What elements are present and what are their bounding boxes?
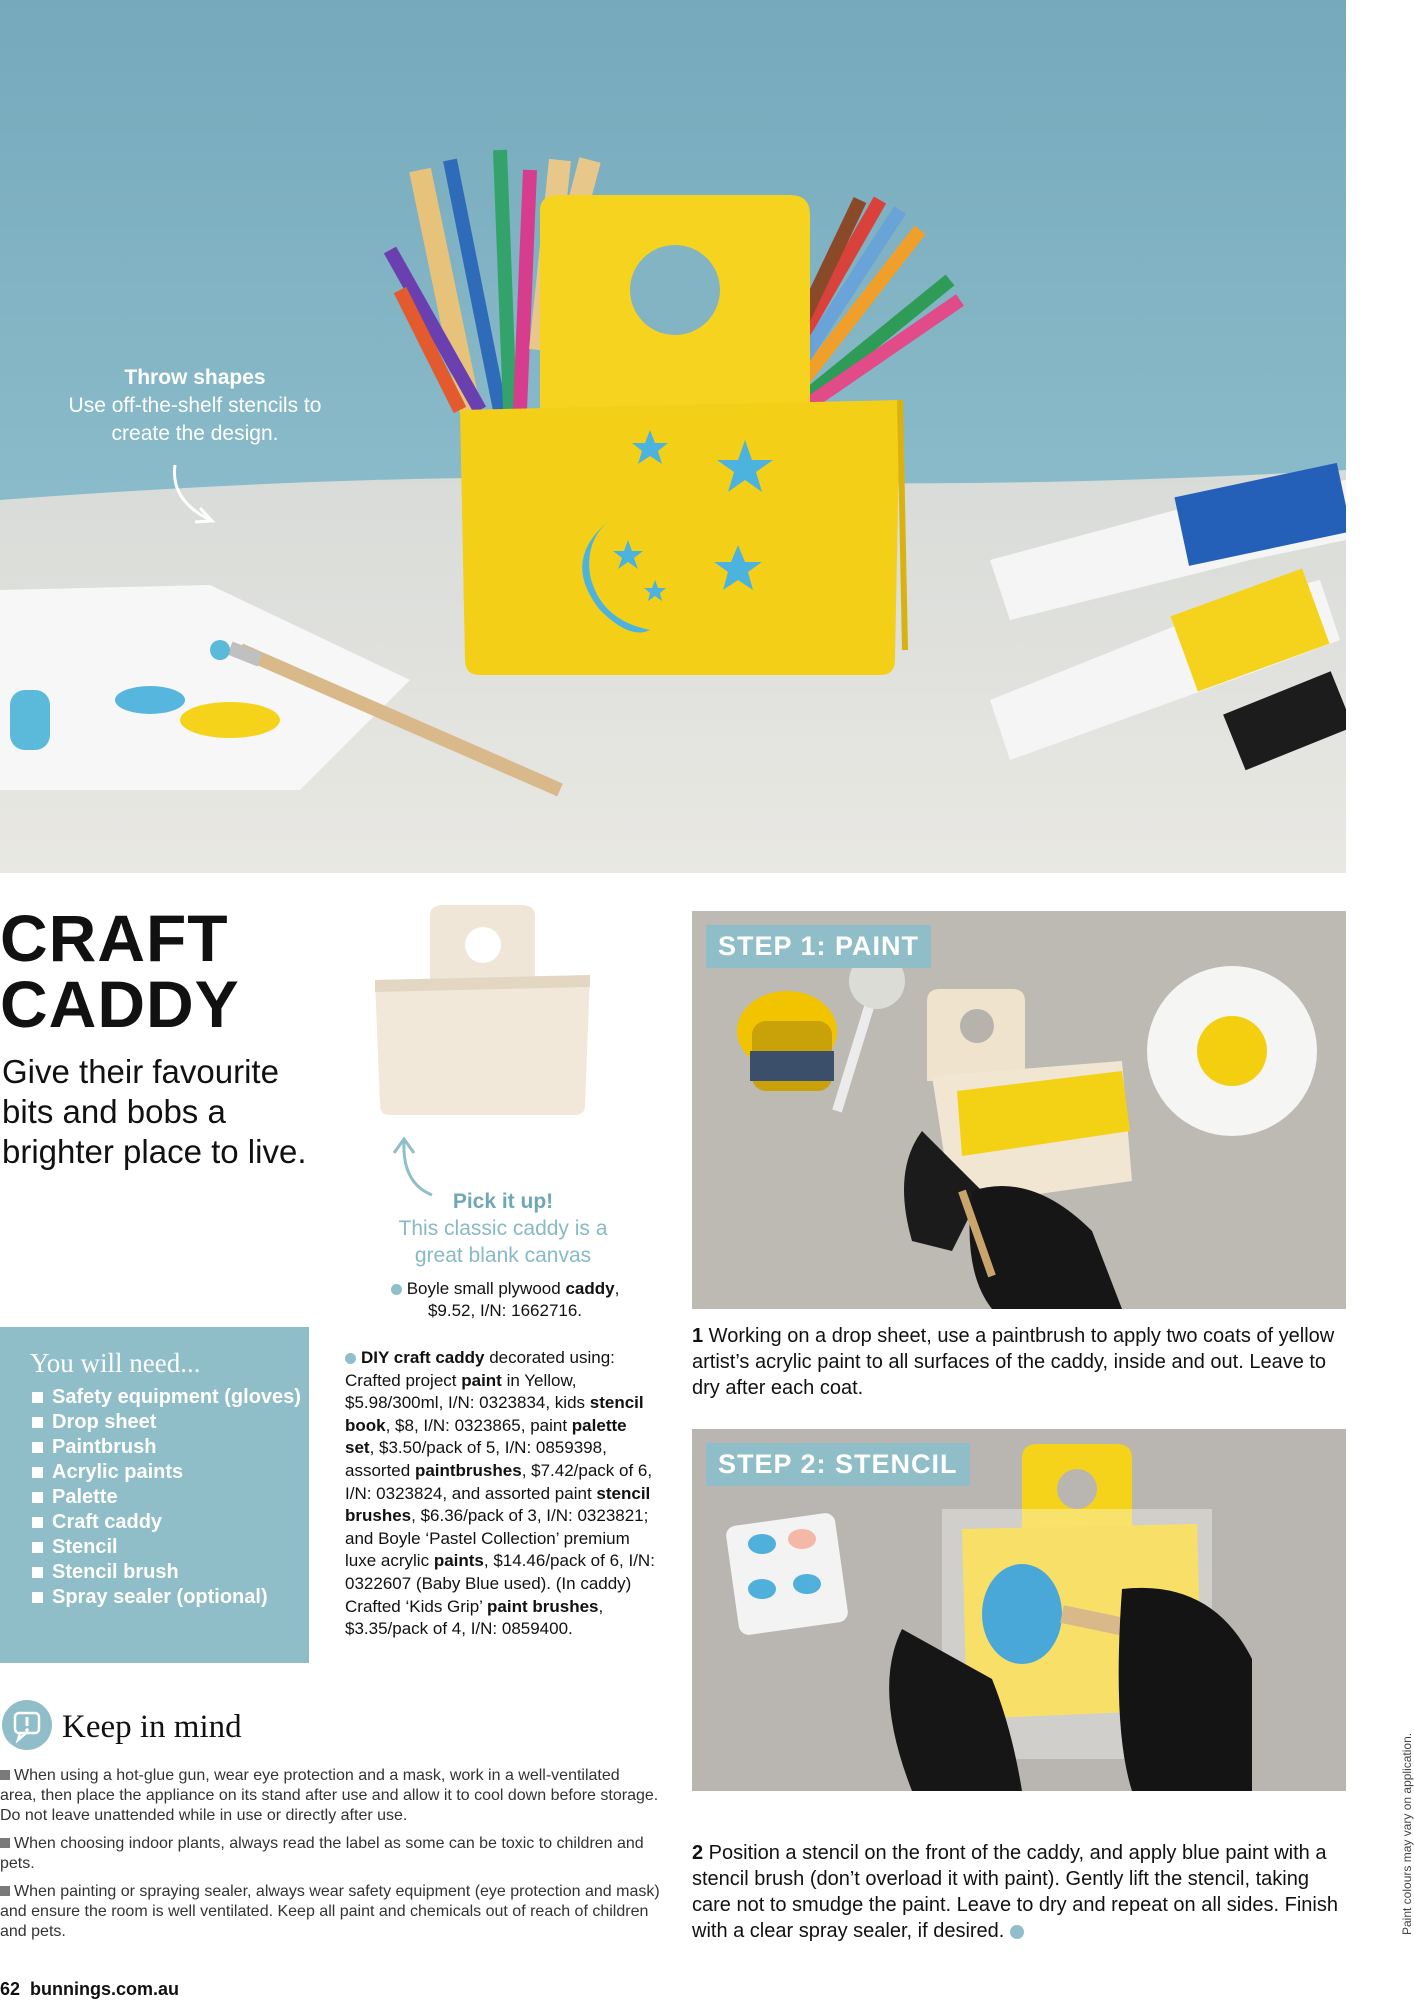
page-number: 62 xyxy=(0,1979,21,1999)
step-2-label: STEP 2: STENCIL xyxy=(706,1443,970,1486)
page-footer xyxy=(0,1979,179,1999)
list-item: Safety equipment (gloves) xyxy=(30,1385,309,1410)
title-line-2: CADDY xyxy=(0,967,240,1041)
bullet-square-icon xyxy=(0,1770,10,1780)
page-title xyxy=(0,901,240,1041)
keep-in-mind-title: Keep in mind xyxy=(62,1709,242,1745)
step-2-photo xyxy=(692,1429,1346,1791)
end-dot-icon xyxy=(1010,1925,1024,1939)
list-item: When choosing indoor plants, always read the label as some can be toxic to children and pets. xyxy=(0,1835,644,1872)
list-item: Paintbrush xyxy=(30,1435,309,1460)
exclamation-bubble-icon xyxy=(2,1700,52,1750)
pick-it-up xyxy=(378,1188,628,1269)
bullet-dot-icon xyxy=(391,1284,402,1295)
step-1-illustration xyxy=(692,911,1346,1309)
hero-photo xyxy=(0,0,1346,873)
pick-text: This classic caddy is a great blank canvas xyxy=(398,1217,608,1267)
diy-product-list: DIY craft caddy decorated using: Crafted project paint in Yellow, $5.98/300ml, I/N: 0323834, kids stencil book, $8, I/N: 0323865, paint palette set, $3.50/pack of 5, I/N: 0859398, assorted paintbrushes, $7.42/pack of 6, I/N: 0323824, and assorted paint stencil brushes, $6.36/pack of 3, I/N: 0323821; and Boyle ‘Pastel Collection’ premium luxe acrylic paints, $14.46/pack of 6, I/N: 0322607 (Baby Blue used). (In caddy) Crafted ‘Kids Grip’ paint brushes, $3.35/pack of 4, I/N: 0859400. xyxy=(345,1348,655,1639)
list-item: Spray sealer (optional) xyxy=(30,1585,309,1610)
hero-caption-title: Throw shapes xyxy=(124,366,266,389)
step-2-text: 2 Position a stencil on the front of the caddy, and apply blue paint with a stencil brush (don’t overload it with paint). Gently lift the stencil, taking care not to smudge the paint. Leave to dry and repeat on all sides. Finish with a clear spray sealer, if desired. xyxy=(692,1842,1338,1942)
list-item: When using a hot-glue gun, wear eye protection and a mask, work in a well-ventilated area, then place the appliance on its stand after use and allow it to cool down before storage. Do not leave unattended while in use or directly after use. xyxy=(0,1767,659,1824)
curved-arrow-icon xyxy=(165,460,225,530)
need-list xyxy=(30,1385,309,1610)
list-item: Stencil xyxy=(30,1535,309,1560)
keep-in-mind-list xyxy=(0,1766,660,1950)
list-item: Craft caddy xyxy=(30,1510,309,1535)
step-1-label: STEP 1: PAINT xyxy=(706,925,931,968)
title-line-1: CRAFT xyxy=(0,901,229,975)
list-item: When painting or spraying sealer, always wear safety equipment (eye protection and mask) and ensure the room is well ventilated. Keep all paint and chemicals out of reach of children and pets. xyxy=(0,1883,660,1940)
step-1-text: 1 Working on a drop sheet, use a paintbrush to apply two coats of yellow artist’s acrylic paint to all surfaces of the caddy, inside and out. Leave to dry after each coat. xyxy=(692,1325,1335,1399)
bullet-square-icon xyxy=(0,1838,10,1848)
page-subtitle: Give their favourite bits and bobs a brighter place to live. xyxy=(2,1053,307,1170)
bullet-dot-icon xyxy=(345,1353,356,1364)
list-item: Drop sheet xyxy=(30,1410,309,1435)
pick-title: Pick it up! xyxy=(452,1190,554,1213)
pick-product: Boyle small plywood caddy, $9.52, I/N: 1662716. xyxy=(370,1278,640,1322)
plain-caddy-image xyxy=(370,905,600,1125)
paint-colour-note: Paint colours may vary on application. xyxy=(1400,1732,1414,1935)
step-1-photo xyxy=(692,911,1346,1309)
list-item: Palette xyxy=(30,1485,309,1510)
bullet-square-icon xyxy=(0,1886,10,1896)
need-heading: You will need... xyxy=(30,1348,201,1378)
hero-caption-text: Use off-the-shelf stencils to create the design. xyxy=(68,394,322,445)
list-item: Acrylic paints xyxy=(30,1460,309,1485)
you-will-need-box xyxy=(0,1327,309,1663)
list-item: Stencil brush xyxy=(30,1560,309,1585)
site-url: bunnings.com.au xyxy=(30,1979,180,1999)
hero-caption xyxy=(40,364,350,448)
